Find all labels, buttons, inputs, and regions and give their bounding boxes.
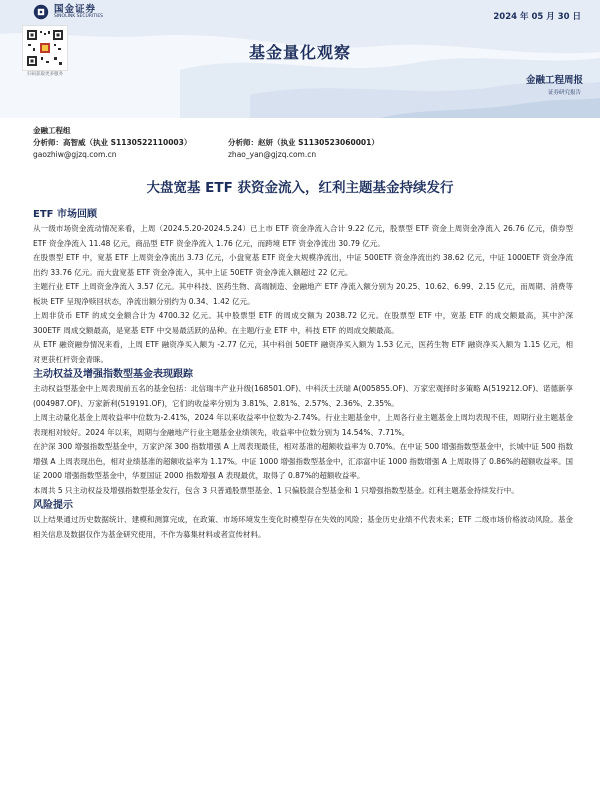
section-heading-risk: 风险提示	[33, 500, 73, 511]
report-header	[0, 0, 600, 118]
report-title: 大盘宽基 ETF 获资金流入，红利主题基金持续发行	[146, 180, 454, 196]
analyst-2: 分析师：赵妍（执业 S1130523060001）	[228, 138, 379, 147]
paragraph: 主动权益型基金中上周表现前五名的基金包括：北信瑞丰产业升级(168501.OF)、中科沃土沃瑞 A(005855.OF)、万家宏观择时多策略 A(519212.OF)、诺德新享(004987.OF)、万家新利(519191.OF)，它们的收益率分别为 3.81%、2.81%、2.57%、2.36%、2.35%。	[33, 384, 573, 408]
analyst-1: 分析师：高智威（执业 S1130522110003）	[33, 138, 192, 147]
logo-name-cn: 国金证券	[54, 3, 97, 15]
report-category: 证券研究报告	[547, 90, 581, 96]
paragraph: 从 ETF 融资融券情况来看，上周 ETF 融资净买入额为 -2.77 亿元，其中科创 50ETF 融资净买入额为 1.53 亿元，医药生物 ETF 融资净买入额为 1.15 亿元，相对更获杠杆资金青睐。	[33, 340, 573, 364]
logo-mark-icon	[33, 4, 49, 20]
paragraph: 以上结果通过历史数据统计、建模和测算完成，在政策、市场环境发生变化时模型存在失效的风险；基金历史业绩不代表未来；ETF 二级市场价格波动风险。基金相关信息及数据仅作为基金研究使用，不作为募集材料或者宣传材料。	[33, 515, 573, 539]
analyst-2-email: zhao_yan@gjzq.com.cn	[228, 150, 317, 159]
paragraph: 在股票型 ETF 中，宽基 ETF 上周资金净流出 3.73 亿元，小盘宽基 ETF 资金大规模净流出，中证 500ETF 资金净流出约 38.62 亿元，中证 1000ETF 资金净流出约 33.76 亿元。而大盘宽基 ETF 资金净流入，其中上证 50ETF 资金净流入额超过 22 亿元。	[33, 253, 573, 277]
report-series-title: 基金量化观察	[248, 43, 351, 62]
paragraph: 本周共 5 只主动权益及增强指数型基金发行，包含 3 只普通股票型基金、1 只偏股混合型基金和 1 只增强指数型基金。红利主题基金持续发行中。	[33, 485, 519, 495]
company-logo	[33, 4, 103, 20]
paragraph: 主题行业 ETF 上周资金净流入 3.57 亿元。其中科技、医药生物、高端制造、金融地产 ETF 净流入额分别为 20.25、10.62、6.99、2.15 亿元，而周期、消费等板块 ETF 呈现净赎回状态，净流出额分别约为 0.34、1.42 亿元。	[33, 282, 573, 306]
paragraph: 上周非货币 ETF 的成交金额合计为 4700.32 亿元。其中股票型 ETF 的周成交额为 2038.72 亿元。在股票型 ETF 中，宽基 ETF 的成交额最高，其中沪深 300ETF 周成交额最高，是宽基 ETF 中交易最活跃的品种。在主题/行业 ETF 中，科技 ETF 的周成交额最高。	[33, 311, 573, 335]
section-heading-active: 主动权益及增强指数型基金表现跟踪	[33, 369, 193, 380]
report-type: 金融工程周报	[525, 75, 583, 86]
qr-caption: 扫码获取更多服务	[27, 72, 63, 77]
paragraph: 在沪深 300 增强指数型基金中，万家沪深 300 指数增强 A 上周表现最佳，相对基准的超额收益率为 0.70%。在中证 500 增强指数型基金中，长城中证 500 指数增强 A 上周表现出色，相对业绩基准的超额收益率为 1.17%。中证 1000 增强指数型基金中，汇添富中证 1000 指数增强 A 上周取得了 0.86%的超额收益率。国证 2000 增强指数型基金中，华夏国证 2000 指数增强 A 表现最优，取得了 0.87%的超额收益率。	[33, 442, 573, 480]
report-date: 2024 年 05 月 30 日	[493, 12, 581, 22]
section-heading-etf: ETF 市场回顾	[33, 209, 97, 220]
paragraph: 从一级市场资金流动情况来看，上周（2024.5.20-2024.5.24）已上市 ETF 资金净流入合计 9.22 亿元，股票型 ETF 资金上周资金净流入 26.76 亿元，债券型 ETF 资金净流入 11.48 亿元，商品型 ETF 资金净流入 1.76 亿元，而跨境 ETF 资金净流出 30.79 亿元。	[33, 224, 573, 248]
author-block	[33, 125, 379, 161]
logo-name-en: SINOLINK SECURITIES	[54, 14, 104, 19]
author-group: 金融工程组	[33, 126, 71, 135]
analyst-1-email: gaozhiw@gjzq.com.cn	[33, 150, 117, 159]
paragraph: 上周主动量化基金上周收益率中位数为-2.41%，2024 年以来收益率中位数为-2.74%。行业主题基金中，上周各行业主题基金上周均表现不佳，周期行业主题基金表现相对较好。2024 年以来，周期与金融地产行业主题基金业绩领先，收益率中位数分别为 14.54%、7.71%。	[33, 413, 573, 437]
report-body	[33, 207, 573, 542]
